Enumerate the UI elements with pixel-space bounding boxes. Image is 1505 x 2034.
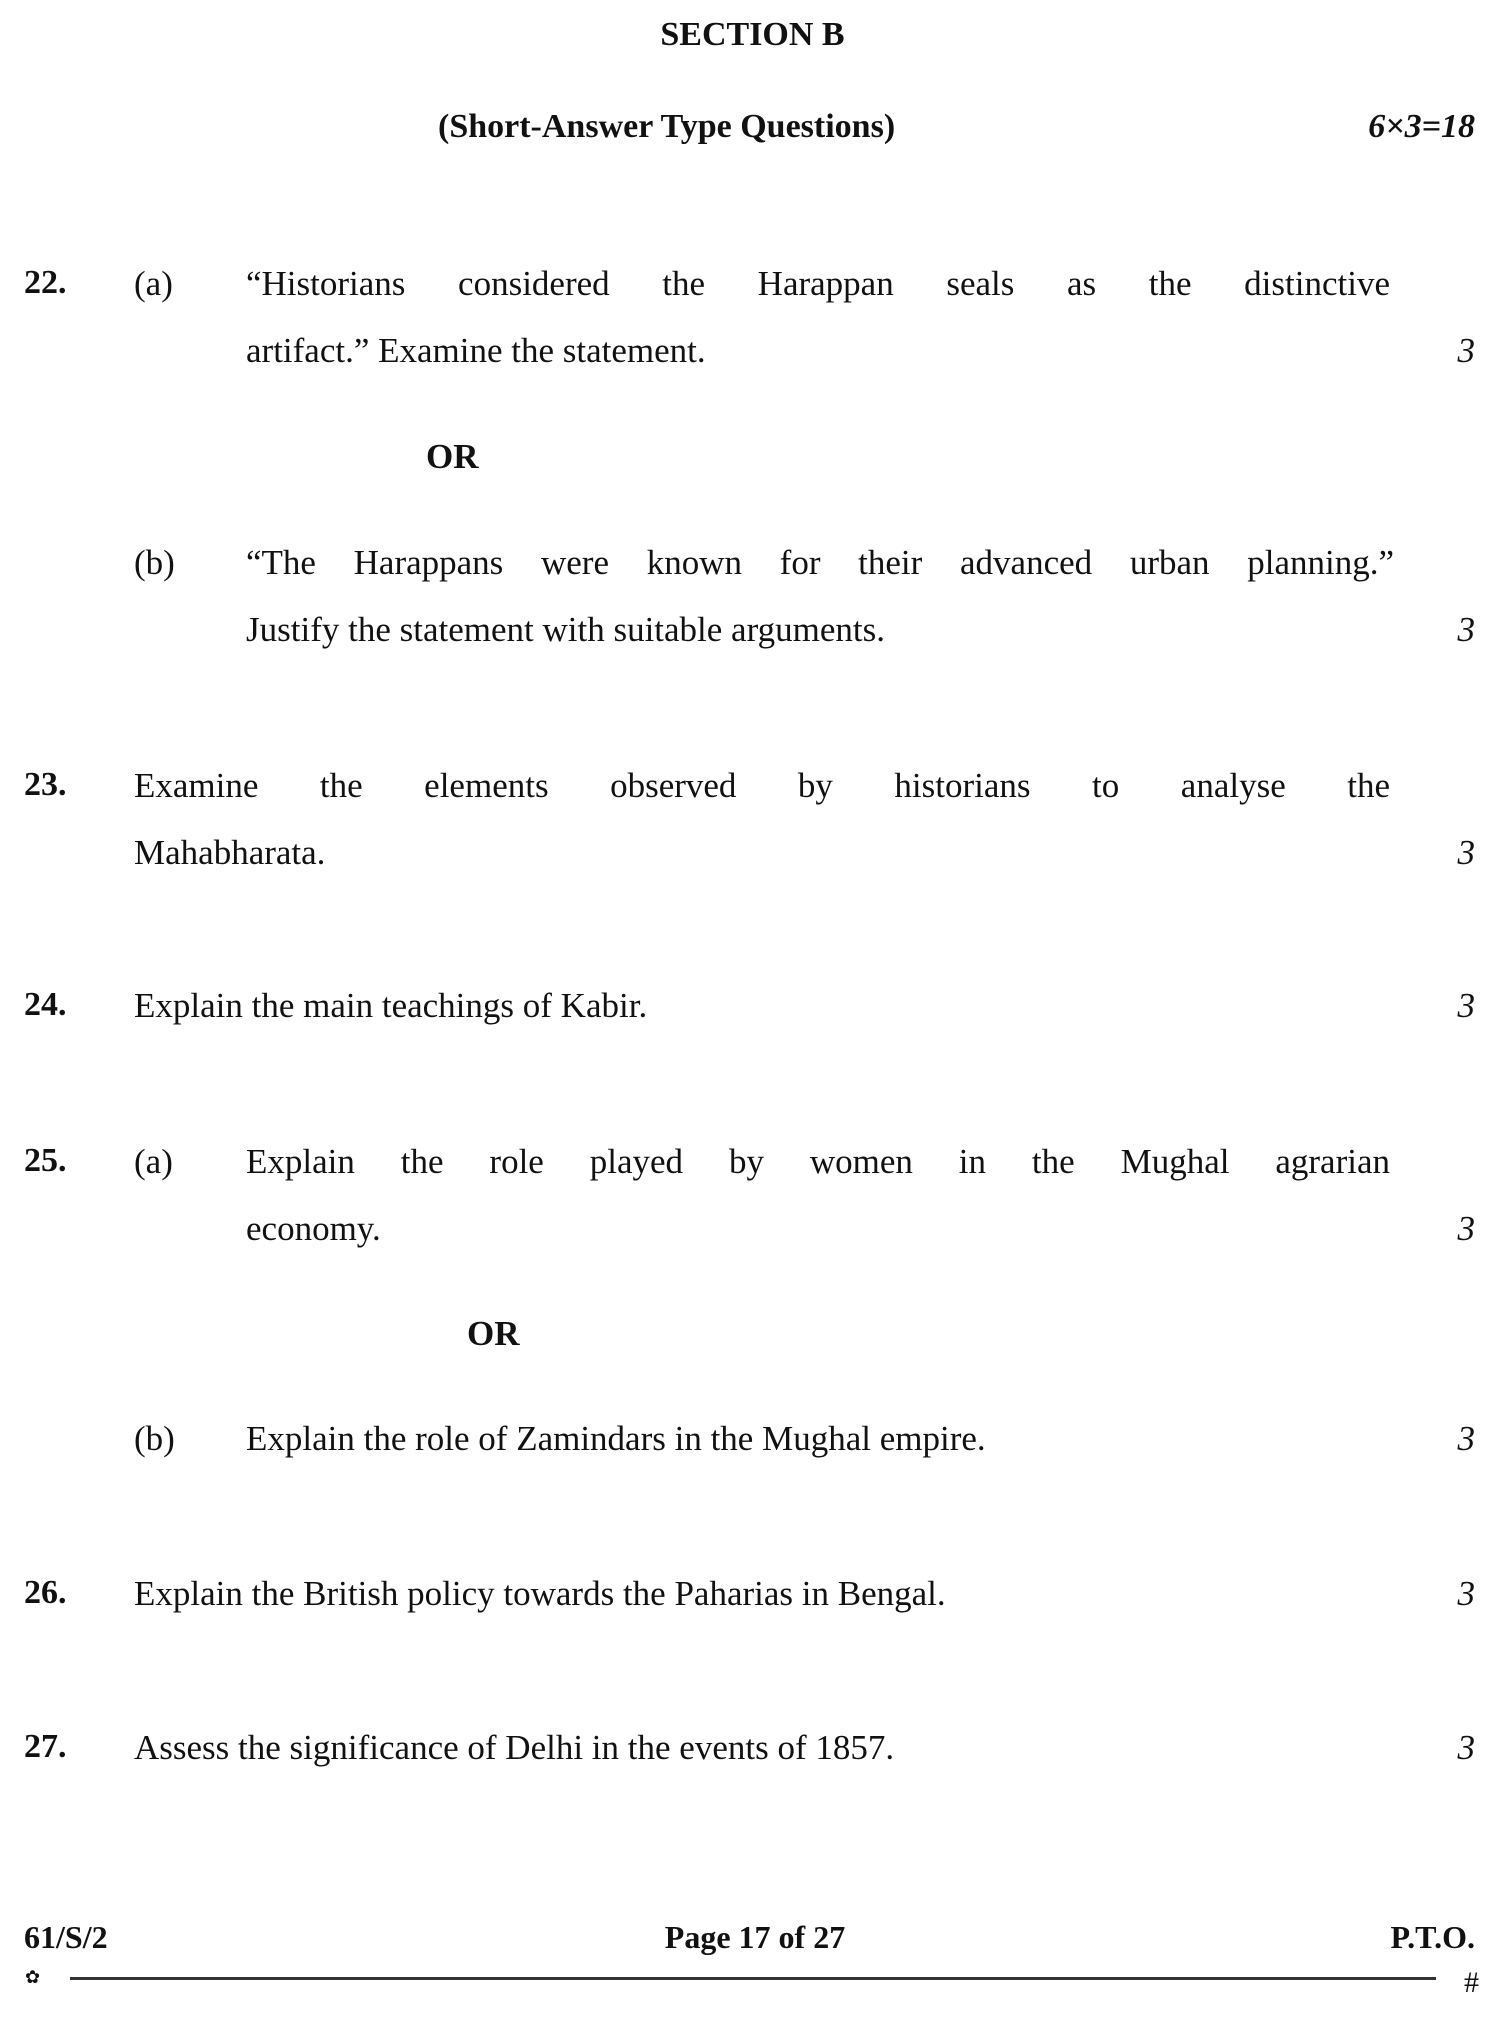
question-number: 27.	[24, 1728, 67, 1765]
pto-label: P.T.O.	[1390, 1919, 1475, 1955]
question-text-line: Explain the main teachings of Kabir.	[134, 986, 648, 1025]
footer-rule	[70, 1977, 1436, 1980]
section-marks: 6×3=18	[1368, 108, 1475, 145]
question-text-line: Justify the statement with suitable arguments.	[246, 610, 885, 649]
section-subtitle: (Short-Answer Type Questions)	[438, 108, 896, 145]
question-number: 26.	[24, 1574, 67, 1611]
part-label: (b)	[134, 1419, 175, 1458]
marks: 3	[1457, 610, 1475, 649]
part-label: (b)	[134, 543, 175, 582]
question-text-line: Explain the British policy towards the Paharias in Bengal.	[134, 1574, 946, 1613]
page-number: Page 17 of 27	[664, 1919, 846, 1955]
marks: 3	[1457, 986, 1475, 1025]
marks: 3	[1457, 1574, 1475, 1613]
part-label: (a)	[134, 1142, 173, 1181]
section-title: SECTION B	[660, 16, 845, 53]
question-text-line: Examine the elements observed by historians to analyse the	[134, 766, 1390, 805]
marks: 3	[1457, 1419, 1475, 1458]
marks: 3	[1457, 1728, 1475, 1767]
or-separator: OR	[426, 437, 479, 476]
paper-code: 61/S/2	[24, 1919, 108, 1955]
question-text-line: “The Harappans were known for their advanced urban planning.”	[246, 543, 1394, 582]
question-text-line: Mahabharata.	[134, 833, 326, 872]
flower-icon: ✿	[25, 1967, 41, 1987]
question-text-line: “Historians considered the Harappan seals as the distinctive	[246, 264, 1390, 303]
question-text-line: economy.	[246, 1209, 381, 1248]
question-number: 24.	[24, 986, 67, 1023]
question-text-line: Explain the role played by women in the Mughal agrarian	[246, 1142, 1390, 1181]
part-label: (a)	[134, 264, 173, 303]
question-text-line: Explain the role of Zamindars in the Mughal empire.	[246, 1419, 986, 1458]
question-number: 25.	[24, 1142, 67, 1179]
question-text-line: artifact.” Examine the statement.	[246, 331, 706, 370]
marks: 3	[1457, 833, 1475, 872]
hash-symbol: #	[1464, 1966, 1479, 1999]
or-separator: OR	[467, 1314, 520, 1353]
question-text-line: Assess the significance of Delhi in the events of 1857.	[134, 1728, 895, 1767]
question-number: 23.	[24, 766, 67, 803]
marks: 3	[1457, 331, 1475, 370]
marks: 3	[1457, 1209, 1475, 1248]
question-number: 22.	[24, 264, 67, 301]
